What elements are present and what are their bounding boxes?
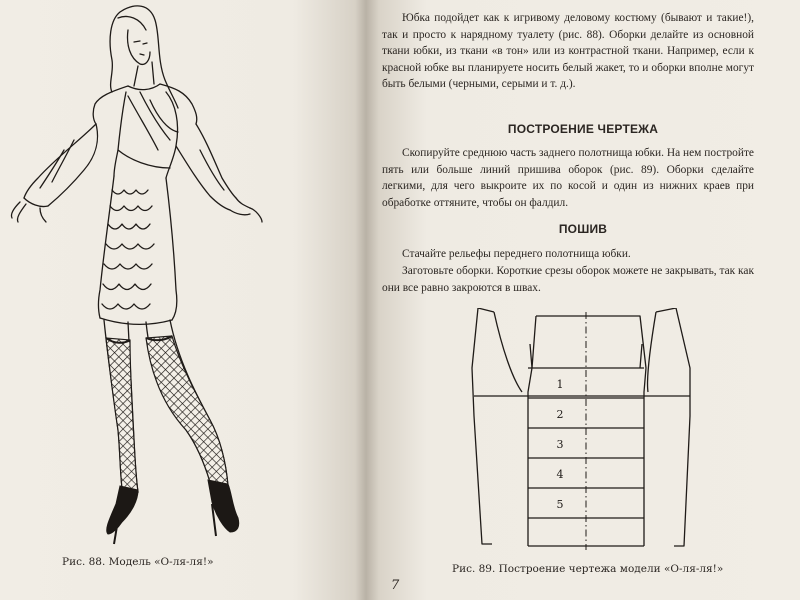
ruffle-number-3: 3 xyxy=(556,438,564,451)
section-heading-sewing: ПОШИВ xyxy=(558,222,608,236)
page-number: 7 xyxy=(391,578,400,593)
ruffle-number-4: 4 xyxy=(556,468,564,481)
figure-88-caption: Рис. 88. Модель «О-ля-ля!» xyxy=(62,556,214,568)
intro-paragraph: Юбка подойдет как к игривому деловому костюму (бывают и такие!), так и просто к нарядному туалету (рис. 88). Оборки делайте из основной ткани юбки, из ткани «в тон» или из контрастной ткани. Например, если к красной юбке вы планируете носить белый жакет, то и оборки вполне могут быть белыми (черными, серыми и т. д.). xyxy=(382,12,754,91)
fashion-illustration xyxy=(0,0,366,560)
pattern-drawing xyxy=(470,308,720,556)
sewing-paragraph-2: Заготовьте оборки. Короткие срезы оборок можете не закрывать, так как они все равно закроются в швах. xyxy=(382,265,754,294)
ruffle-number-2: 2 xyxy=(556,408,564,421)
ruffle-number-1: 1 xyxy=(556,378,564,391)
sewing-paragraph-1: Стачайте рельефы переднего полотнища юбки. xyxy=(402,248,631,260)
left-page xyxy=(0,0,366,600)
section-heading-construction: ПОСТРОЕНИЕ ЧЕРТЕЖА xyxy=(507,122,659,136)
construction-paragraph: Скопируйте среднюю часть заднего полотнища юбки. На нем постройте пять или больше линий пришива оборок (рис. 89). Оборки сделайте легкими, для чего выкроите их по косой и один из нижних краев при обработке оттяните, чтобы он фалдил. xyxy=(382,147,754,209)
ruffle-number-5: 5 xyxy=(556,498,564,511)
figure-89-caption: Рис. 89. Построение чертежа модели «О-ля-ля!» xyxy=(452,563,724,575)
